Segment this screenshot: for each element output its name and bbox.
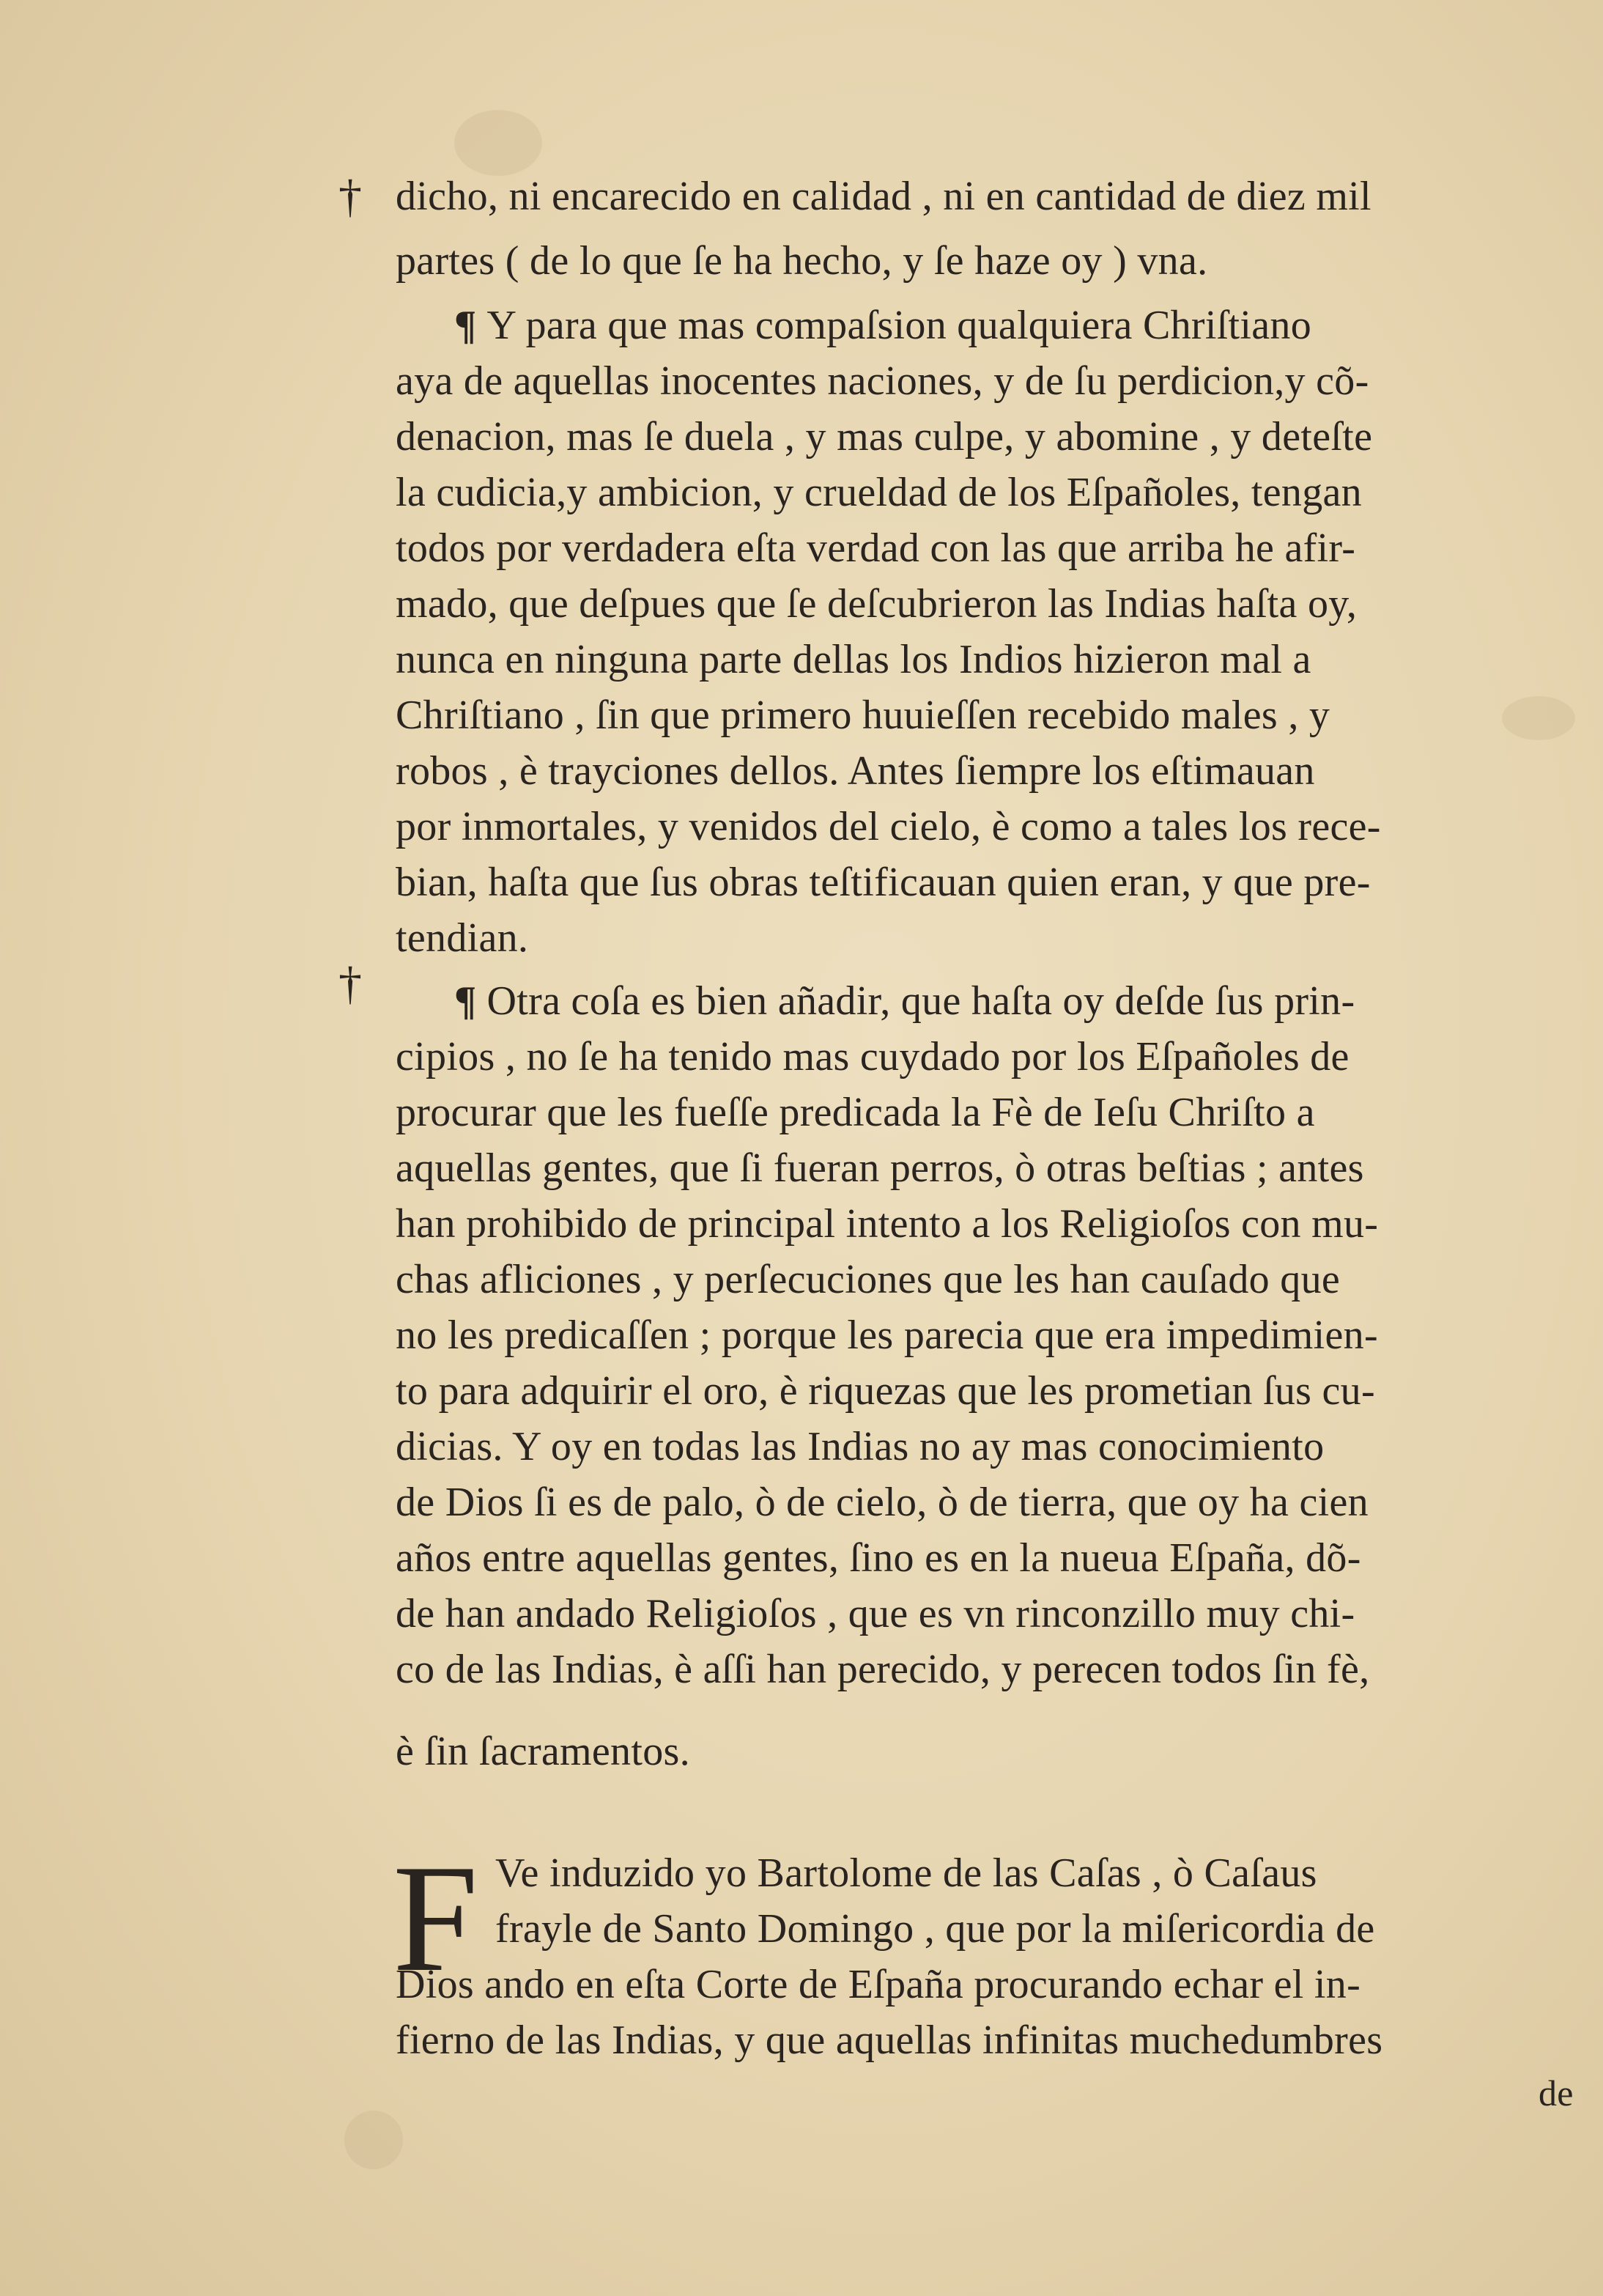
text-line: tendian. (396, 915, 529, 961)
paper-stain (454, 110, 542, 176)
text-line: è ſin ſacramentos. (396, 1729, 690, 1774)
drop-cap: F (393, 1834, 478, 2004)
paragraph-mark: ¶ (454, 978, 477, 1024)
text-line: dicho, ni encarecido en calidad , ni en cantidad de diez mil (396, 174, 1371, 219)
text-line: partes ( de lo que ſe ha hecho, y ſe haze oy ) vna. (396, 238, 1208, 284)
text-line: mado, que deſpues que ſe deſcubrieron las Indias haſta oy, (396, 581, 1358, 627)
text-line: Ve induzido yo Bartolome de las Caſas , ò Caſaus (495, 1850, 1317, 1896)
text-line: no les predicaſſen ; porque les parecia que era impedimien- (396, 1313, 1378, 1358)
text-line: frayle de Santo Domingo , que por la miſericordia de (495, 1906, 1375, 1952)
text-line-content: Otra coſa es bien añadir, que haſta oy deſde ſus prin- (486, 978, 1355, 1024)
paper-stain (1502, 696, 1575, 740)
text-line: co de las Indias, è aſſi han perecido, y perecen todos ſin fè, (396, 1647, 1370, 1692)
text-line: Chriſtiano , ſin que primero huuieſſen recebido males , y (396, 693, 1330, 738)
text-line: han prohibido de principal intento a los Religioſos con mu- (396, 1201, 1379, 1247)
text-line: la cudicia,y ambicion, y crueldad de los Eſpañoles, tengan (396, 470, 1362, 515)
text-line: to para adquirir el oro, è riquezas que les prometian ſus cu- (396, 1368, 1375, 1414)
text-line: chas afliciones , y perſecuciones que les han cauſado que (396, 1257, 1341, 1302)
margin-cross-mark: † (338, 957, 362, 1009)
text-line: por inmortales, y venidos del cielo, è como a tales los rece- (396, 804, 1381, 849)
text-line (454, 302, 1311, 349)
paragraph-mark: ¶ (454, 303, 477, 348)
text-line: años entre aquellas gentes, ſino es en la nueua Eſpaña, dõ- (396, 1535, 1361, 1581)
text-line: cipios , no ſe ha tenido mas cuydado por los Eſpañoles de (396, 1034, 1350, 1079)
catchword: de (1539, 2072, 1574, 2114)
text-line (454, 978, 1355, 1025)
text-line: aquellas gentes, que ſi fueran perros, ò otras beſtias ; antes (396, 1145, 1364, 1191)
text-line: todos por verdadera eſta verdad con las que arriba he afir- (396, 525, 1356, 571)
text-line: Dios ando en eſta Corte de Eſpaña procurando echar el in- (396, 1962, 1361, 2007)
text-line: aya de aquellas inocentes naciones, y de ſu perdicion,y cõ- (396, 358, 1369, 404)
margin-cross-mark: † (338, 170, 362, 222)
text-line: procurar que les fueſſe predicada la Fè de Ieſu Chriſto a (396, 1090, 1315, 1135)
text-line: fierno de las Indias, y que aquellas infinitas muchedumbres (396, 2018, 1383, 2063)
text-line: bian, haſta que ſus obras teſtificauan quien eran, y que pre- (396, 860, 1371, 905)
text-line: dicias. Y oy en todas las Indias no ay mas conocimiento (396, 1424, 1325, 1469)
text-line: denacion, mas ſe duela , y mas culpe, y abomine , y deteſte (396, 414, 1373, 459)
paper-stain (344, 2111, 403, 2169)
text-line: de han andado Religioſos , que es vn rinconzillo muy chi- (396, 1591, 1355, 1636)
text-line: robos , è trayciones dellos. Antes ſiempre los eſtimauan (396, 748, 1315, 794)
text-line-content: Y para que mas compaſsion qualquiera Chriſtiano (486, 303, 1312, 348)
text-line: nunca en ninguna parte dellas los Indios hizieron mal a (396, 637, 1311, 682)
text-line: de Dios ſi es de palo, ò de cielo, ò de tierra, que oy ha cien (396, 1480, 1369, 1525)
